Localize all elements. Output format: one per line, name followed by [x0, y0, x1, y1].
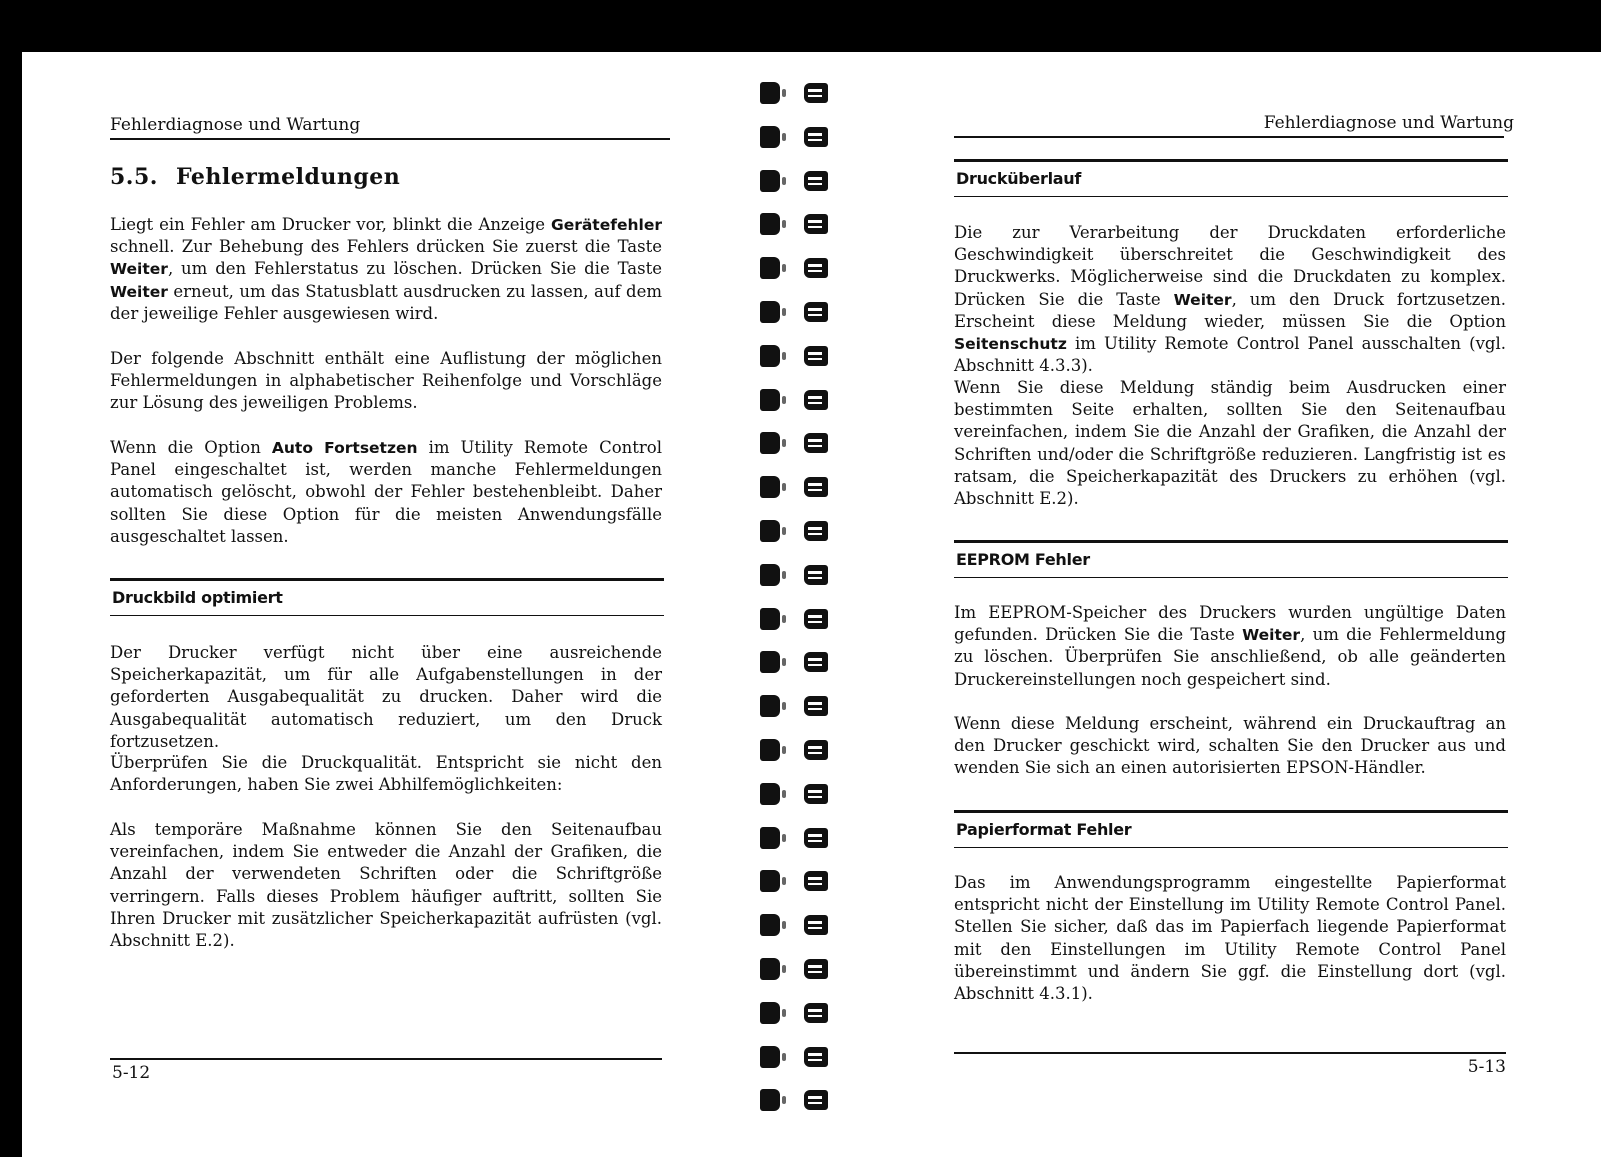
binding-ring — [752, 474, 838, 500]
section-number: 5.5. — [110, 164, 158, 190]
druckueberlauf-paragraph-1: Die zur Verarbeitung der Druckdaten erforderliche Geschwindigkeit überschreitet die Geschwindigkeit des Druckwerks. Möglicherweise sind die Druckdaten zu komplex. Drücken Sie die Taste Weiter, um den Druck fortzusetzen. Erscheint diese Meldung wieder, müssen Sie die Option Seitenschutz im Utility Remote Control Panel ausschalten (vgl. Abschnitt 4.3.3). — [954, 223, 1506, 376]
header-rule — [954, 136, 1504, 138]
binding-ring — [752, 868, 838, 894]
page-number: 5-12 — [112, 1063, 151, 1083]
binding-ring — [752, 606, 838, 632]
druckbild-paragraph-3: Als temporäre Maßnahme können Sie den Seitenaufbau vereinfachen, indem Sie entweder die Anzahl der Grafiken, die Anzahl der verwendeten Schriften oder die Schriftgröße verringern. Falls dieses Problem häufiger auftritt, sollten Sie Ihren Drucker mit zusätzlicher Speicherkapazität aufrüsten (vgl. Abschnitt E.2). — [110, 820, 662, 951]
option-label-auto-fortsetzen: Auto Fortsetzen — [271, 439, 418, 457]
binding-ring — [752, 80, 838, 106]
binding-ring — [752, 430, 838, 456]
footer-rule — [954, 1052, 1506, 1054]
page-number: 5-13 — [1467, 1057, 1506, 1077]
binding-ring — [752, 255, 838, 281]
eeprom-paragraph-1: Im EEPROM-Speicher des Druckers wurden ungültige Daten gefunden. Drücken Sie die Taste Weiter, um die Fehlermeldung zu löschen. Überprüfen Sie anschließend, ob alle geänderten Druckereinstellungen noch gespeichert sind. — [954, 603, 1507, 689]
binding-ring — [752, 1000, 838, 1026]
subhead-papierformat-fehler: Papierformat Fehler — [954, 810, 1508, 848]
key-label-weiter: Weiter — [110, 260, 168, 279]
binding-ring — [752, 211, 838, 237]
subhead-eeprom-fehler: EEPROM Fehler — [954, 540, 1508, 578]
binding-ring — [752, 649, 838, 675]
binding-ring — [752, 781, 838, 807]
scanned-book-spread — [22, 52, 1601, 1157]
key-label-weiter: Weiter — [1242, 626, 1301, 645]
binding-ring — [752, 387, 838, 413]
papierformat-paragraph-1: Das im Anwendungsprogramm eingestellte Papierformat entspricht nicht der Einstellung im Utility Remote Control Panel. Stellen Sie sicher, daß das im Papierfach liegende Papierformat mit den Einstellungen im Utility Remote Control Panel übereinstimmt und ändern Sie ggf. die Einstellung dort (vgl. Abschnitt 4.3.1). — [954, 873, 1506, 1004]
subhead-druckbild-optimiert: Druckbild optimiert — [110, 578, 664, 616]
binding-ring — [752, 343, 838, 369]
binding-ring — [752, 1087, 838, 1113]
binding-ring — [752, 693, 838, 719]
binding-ring — [752, 1044, 838, 1070]
section-heading — [110, 164, 400, 190]
druckbild-paragraph-2: Überprüfen Sie die Druckqualität. Entspricht sie nicht den Anforderungen, haben Sie zwei Abhilfemöglichkeiten: — [110, 753, 662, 795]
binding-ring — [752, 912, 838, 938]
running-head: Fehlerdiagnose und Wartung — [1263, 113, 1514, 133]
spiral-binding — [752, 72, 852, 1157]
binding-ring — [752, 956, 838, 982]
binding-ring — [752, 299, 838, 325]
binding-ring — [752, 562, 838, 588]
footer-rule — [110, 1058, 662, 1060]
option-label-seitenschutz: Seitenschutz — [954, 335, 1067, 354]
eeprom-paragraph-2: Wenn diese Meldung erscheint, während ein Druckauftrag an den Drucker geschickt wird, schalten Sie den Drucker aus und wenden Sie sich an einen autorisierten EPSON-Händler. — [954, 714, 1506, 778]
binding-ring — [752, 737, 838, 763]
key-label-geraetefehler: Gerätefehler — [550, 216, 662, 234]
binding-ring — [752, 124, 838, 150]
binding-ring — [752, 518, 838, 544]
druckbild-paragraph-1: Der Drucker verfügt nicht über eine ausreichende Speicherkapazität, um für alle Aufgabenstellungen in der geforderten Ausgabequalität zu drucken. Daher wird die Ausgabequalität automatisch reduziert, um den Druck fortzusetzen. — [110, 643, 662, 751]
druckueberlauf-paragraph-2: Wenn Sie diese Meldung ständig beim Ausdrucken einer bestimmten Seite erhalten, sollten Sie den Seitenaufbau vereinfachen, indem Sie die Anzahl der Grafiken, die Anzahl der Schriften und/oder die Schriftgröße reduzieren. Langfristig ist es ratsam, die Speicherkapazität des Druckers zu erhöhen (vgl. Abschnitt E.2). — [954, 378, 1506, 509]
key-label-weiter: Weiter — [110, 282, 168, 301]
binding-ring — [752, 825, 838, 851]
running-head: Fehlerdiagnose und Wartung — [110, 114, 670, 140]
section-title: Fehlermeldungen — [176, 164, 401, 190]
binding-ring — [752, 168, 838, 194]
intro-paragraph-3: Wenn die Option Auto Fortsetzen im Utility Remote Control Panel eingeschaltet ist, werden manche Fehlermeldungen automatisch gelöscht, obwohl der Fehler bestehenbleibt. Daher sollten Sie diese Option für die meisten Anwendungsfälle ausgeschaltet lassen. — [110, 438, 662, 546]
intro-paragraph-1: Liegt ein Fehler am Drucker vor, blinkt die Anzeige Gerätefehler schnell. Zur Behebung des Fehlers drücken Sie zuerst die Taste Weiter, um den Fehlerstatus zu löschen. Drücken Sie die Taste Weiter erneut, um das Statusblatt ausdrucken zu lassen, auf dem der jeweilige Fehler ausgewiesen wird. — [110, 215, 662, 323]
intro-paragraph-2: Der folgende Abschnitt enthält eine Auflistung der möglichen Fehlermeldungen in alphabetischer Reihenfolge und Vorschläge zur Lösung des jeweiligen Problems. — [110, 349, 662, 413]
key-label-weiter: Weiter — [1173, 290, 1232, 309]
subhead-druckueberlauf: Drucküberlauf — [954, 159, 1508, 197]
